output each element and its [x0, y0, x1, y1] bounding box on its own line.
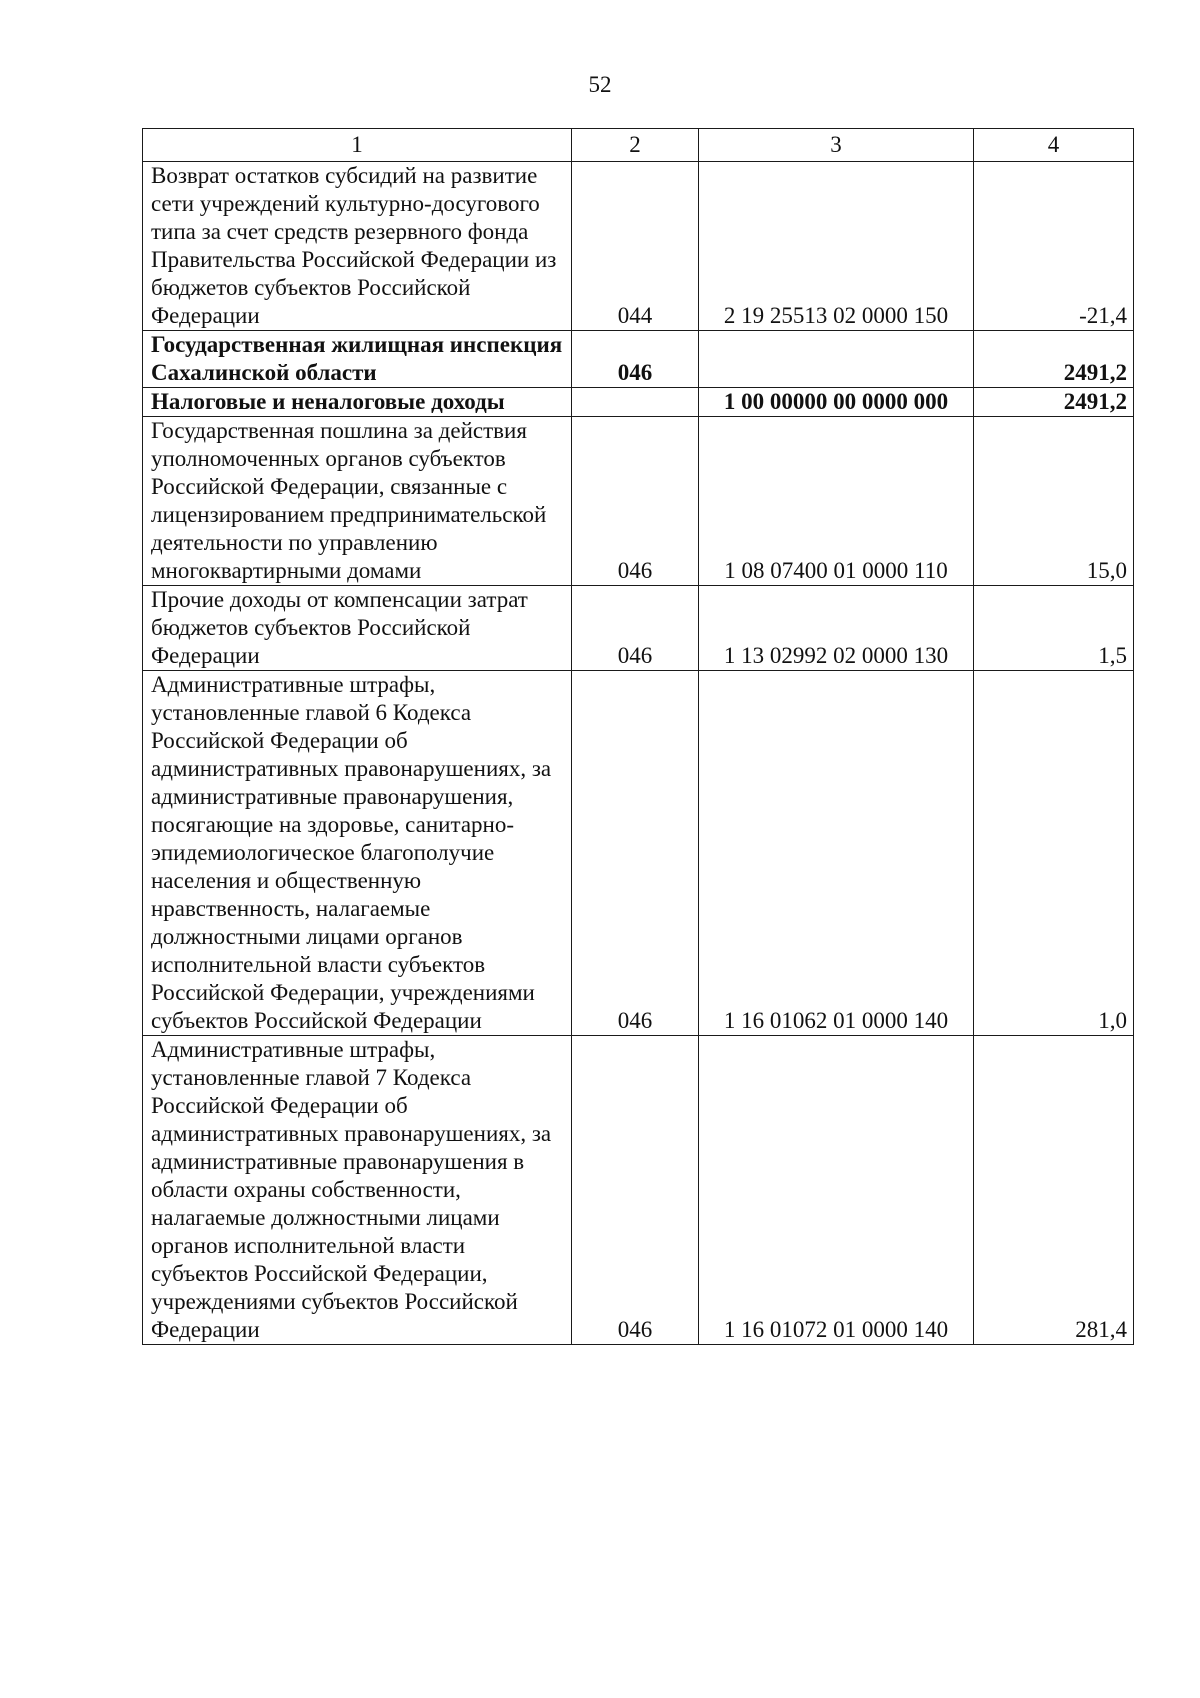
column-header-4: 4 — [974, 129, 1134, 162]
row-name-cell: Возврат остатков субсидий на развитие сети учреждений культурно-досугового типа за счет средств резервного фонда Правительства Российской Федерации из бюджетов субъектов Российской Федерации — [143, 162, 572, 331]
row-amount-cell: 1,0 — [974, 671, 1134, 1036]
table-row — [143, 586, 1134, 671]
row-admin-code-cell: 046 — [572, 671, 699, 1036]
row-name-cell: Государственная жилищная инспекция Сахалинской области — [143, 331, 572, 388]
table-row — [143, 331, 1134, 388]
row-budget-code-cell: 2 19 25513 02 0000 150 — [699, 162, 974, 331]
row-amount-cell: 1,5 — [974, 586, 1134, 671]
row-amount-cell: -21,4 — [974, 162, 1134, 331]
column-header-2: 2 — [572, 129, 699, 162]
table-row — [143, 671, 1134, 1036]
row-name-cell: Государственная пошлина за действия уполномоченных органов субъектов Российской Федерации, связанные с лицензированием предпринимательской деятельности по управлению многоквартирными домами — [143, 417, 572, 586]
row-amount-cell: 281,4 — [974, 1036, 1134, 1345]
row-name-cell: Административные штрафы, установленные главой 7 Кодекса Российской Федерации об административных правонарушениях, за административные правонарушения в области охраны собственности, налагаемые должностными лицами органов исполнительной власти субъектов Российской Федерации, учреждениями субъектов Российской Федерации — [143, 1036, 572, 1345]
row-admin-code-cell: 046 — [572, 417, 699, 586]
row-budget-code-cell — [699, 331, 974, 388]
revenue-table — [142, 128, 1134, 1345]
row-name-cell: Административные штрафы, установленные главой 6 Кодекса Российской Федерации об административных правонарушениях, за административные правонарушения, посягающие на здоровье, санитарно-эпидемиологическое благополучие населения и общественную нравственность, налагаемые должностными лицами органов исполнительной власти субъектов Российской Федерации, учреждениями субъектов Российской Федерации — [143, 671, 572, 1036]
column-header-3: 3 — [699, 129, 974, 162]
column-header-1: 1 — [143, 129, 572, 162]
row-admin-code-cell: 044 — [572, 162, 699, 331]
row-budget-code-cell: 1 08 07400 01 0000 110 — [699, 417, 974, 586]
table-row — [143, 388, 1134, 417]
row-budget-code-cell: 1 16 01072 01 0000 140 — [699, 1036, 974, 1345]
page-number: 52 — [588, 72, 612, 97]
row-name-cell: Прочие доходы от компенсации затрат бюджетов субъектов Российской Федерации — [143, 586, 572, 671]
row-budget-code-cell: 1 00 00000 00 0000 000 — [699, 388, 974, 417]
row-name-cell: Налоговые и неналоговые доходы — [143, 388, 572, 417]
row-amount-cell: 2491,2 — [974, 331, 1134, 388]
row-amount-cell: 2491,2 — [974, 388, 1134, 417]
table-row — [143, 1036, 1134, 1345]
row-admin-code-cell: 046 — [572, 586, 699, 671]
row-budget-code-cell: 1 13 02992 02 0000 130 — [699, 586, 974, 671]
table-row — [143, 162, 1134, 331]
row-amount-cell: 15,0 — [974, 417, 1134, 586]
row-admin-code-cell: 046 — [572, 1036, 699, 1345]
row-admin-code-cell: 046 — [572, 331, 699, 388]
table-header-row — [143, 129, 1134, 162]
table-row — [143, 417, 1134, 586]
row-budget-code-cell: 1 16 01062 01 0000 140 — [699, 671, 974, 1036]
row-admin-code-cell — [572, 388, 699, 417]
